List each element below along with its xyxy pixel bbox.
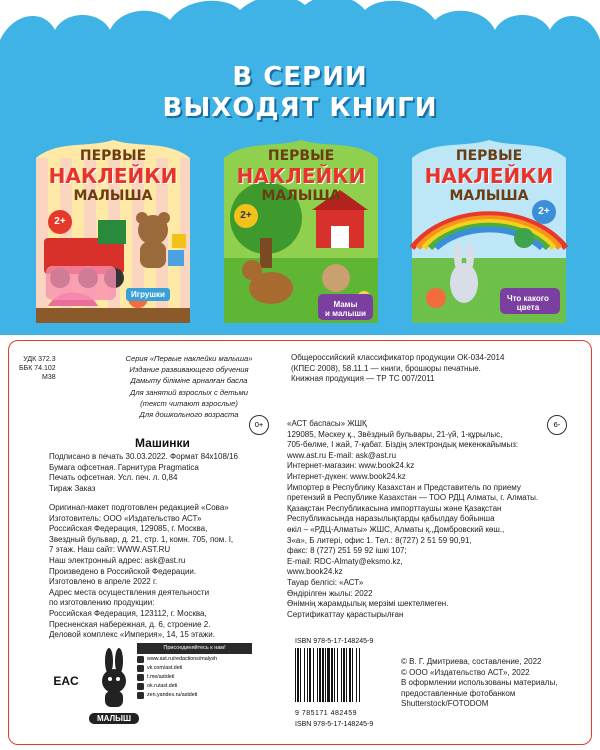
- kazakh-line: www.ast.ru E-mail: ask@ast.ru: [287, 450, 397, 460]
- isbn-barcode: [291, 637, 391, 729]
- book-title-line1: ПЕРВЫЕ: [79, 148, 147, 164]
- print-info-block: [49, 452, 238, 494]
- book-title-line2: НАКЛЕЙКИ: [424, 164, 554, 188]
- copyright-line: © ООО «Издательство АСТ», 2022: [401, 667, 530, 677]
- barcode-bars: [291, 646, 391, 704]
- kazakh-line: Республикасында наразылықтарды қабылдау бойынша: [287, 514, 495, 524]
- social-header: Присоединяйтесь к нам!: [137, 643, 252, 654]
- publisher-line: Адрес места осуществления деятельности: [49, 587, 210, 597]
- series-info-line: Для занятий взрослых с детьми: [130, 387, 248, 397]
- book-cover-toys[interactable]: [28, 138, 198, 328]
- kazakh-line: «АСТ баспасы» ЖШҚ: [287, 419, 367, 428]
- kazakh-line: Қазақстан Республикасына импорттаушы және Қазақстан: [287, 503, 502, 513]
- kazakh-line: Интернет-магазин: www.book24.kz: [287, 461, 415, 471]
- barcode-bar: [346, 648, 347, 702]
- publisher-info-block: [49, 503, 233, 641]
- social-link[interactable]: zen.yandex.ru/astdeti: [147, 692, 198, 698]
- classifier-line: (КПЕС 2008), 58.11.1 — книги, брошюры печатные.: [291, 363, 481, 373]
- barcode-bar: [331, 648, 333, 702]
- book-topic-label: Игрушки: [126, 288, 170, 301]
- social-link[interactable]: www.ast.ru/redactions/malysh: [147, 656, 218, 662]
- isbn-digits: 9 785171 482459: [295, 710, 357, 717]
- kazakh-line: 705-бөлме, I жай, 7-қабат. Біздің электрондық мекенжайымыз:: [287, 440, 519, 450]
- barcode-bar: [352, 648, 353, 702]
- book-cover-colors[interactable]: [404, 138, 574, 328]
- publisher-line: Российская Федерация, 123112, г. Москва,: [49, 608, 207, 618]
- publisher-line: Оригинал-макет подготовлен редакцией «Сова»: [49, 503, 229, 512]
- barcode-bar: [341, 648, 342, 702]
- book-title-line2: НАКЛЕЙКИ: [236, 164, 366, 188]
- book-title-line1: ПЕРВЫЕ: [455, 148, 523, 164]
- book-title-line3: МАЛЫША: [449, 188, 529, 204]
- kazakh-line: өкіл – «РДЦ-Алматы» ЖШС, Алматы қ.,Домбровский көш.,: [287, 524, 505, 534]
- barcode-bar: [300, 648, 301, 702]
- kazakh-line: E-mail: RDC-Almaty@eksmo.kz,: [287, 556, 403, 566]
- kazakh-line: www.book24.kz: [287, 567, 343, 577]
- age-rating-six-badge: 6-: [547, 415, 567, 435]
- publisher-line: Звездный бульвар, д. 21, стр. 1, комн. 705, пом. I,: [49, 534, 234, 544]
- series-title: [0, 62, 600, 124]
- barcode-bar: [307, 648, 308, 702]
- barcode-bar: [322, 648, 324, 702]
- publisher-line: Произведено в Российской Федерации.: [49, 566, 197, 576]
- social-links-block: [137, 643, 252, 699]
- eac-logo-text: EAC: [53, 674, 79, 688]
- barcode-bar: [356, 648, 357, 702]
- copyright-line: Shutterstock/FOTODOM: [401, 699, 489, 709]
- telegram-icon: [137, 674, 144, 681]
- bunny-icon: [95, 647, 133, 711]
- barcode-bar: [349, 648, 351, 702]
- publisher-line: Изготовитель: ООО «Издательство АСТ»: [49, 513, 202, 523]
- book-title-line2: НАКЛЕЙКИ: [48, 164, 178, 188]
- barcode-bar: [319, 648, 321, 702]
- book-topic-label: [320, 298, 371, 320]
- series-info-line: Серия «Первые наклейки малыша»: [125, 354, 253, 363]
- social-link[interactable]: t.me/astdeti: [147, 674, 175, 680]
- series-banner: [0, 0, 600, 335]
- isbn-bottom: ISBN 978-5-17-148245-9: [295, 721, 374, 728]
- print-info-line: Печать офсетная. Усл. печ. л. 0,84: [49, 473, 178, 483]
- barcode-bar: [359, 648, 360, 702]
- book-title-line3: МАЛЫША: [73, 188, 153, 204]
- barcode-bar: [313, 648, 314, 702]
- kazakh-line: факс: 8 (727) 251 59 92 ішкі 107;: [287, 546, 407, 556]
- series-info-line: Для дошкольного возраста: [139, 410, 239, 420]
- series-title-line2: ВЫХОДЯТ КНИГИ: [162, 93, 438, 123]
- kazakh-line: Сертификаттау қарастырылған: [287, 609, 404, 619]
- age-rating-zero-badge: 0+: [249, 415, 269, 435]
- book-title: Машинки: [135, 436, 190, 450]
- series-title-line1: В СЕРИИ: [232, 62, 368, 92]
- copyright-block: [401, 657, 557, 710]
- isbn-top: ISBN 978-5-17-148245-9: [295, 638, 374, 645]
- udk-line: УДК 372.3: [23, 356, 56, 363]
- social-link-row[interactable]: [137, 683, 252, 690]
- barcode-bar: [309, 648, 311, 702]
- publisher-line: Российская Федерация, 129085, г. Москва,: [49, 524, 208, 534]
- book-title-line3: МАЛЫША: [261, 188, 341, 204]
- social-link[interactable]: ok.ru/ast.deti: [147, 683, 178, 689]
- barcode-bar: [343, 648, 345, 702]
- barcode-bar: [325, 648, 326, 702]
- kazakh-line: Өндірілген жылы: 2022: [287, 588, 373, 598]
- vk-icon: [137, 665, 144, 672]
- barcode-bar: [337, 648, 338, 702]
- kazakh-line: Өнімнің жарамдылық мерзімі шектелмеген.: [287, 599, 449, 609]
- book-cover-moms[interactable]: [216, 138, 386, 328]
- copyright-line: © В. Г. Дмитриева, составление, 2022: [401, 657, 542, 666]
- kazakh-line: претензий в Республике Казахстан — ТОО РДЦ Алматы, г. Алматы.: [287, 493, 539, 503]
- social-link-row[interactable]: [137, 656, 252, 663]
- eac-logo: [53, 667, 79, 693]
- copyright-line: В оформлении использованы материалы,: [401, 678, 558, 688]
- publisher-line: по изготовлению продукции:: [49, 598, 155, 608]
- book-topic-line1: Мамы: [333, 300, 358, 309]
- book-topic-line2: цвета: [516, 303, 540, 312]
- copyright-line: предоставленные фотобанком: [401, 688, 516, 698]
- publisher-line: Наш электронный адрес: ask@ast.ru: [49, 555, 186, 565]
- book-age-badge: 2+: [532, 200, 556, 224]
- social-link-row[interactable]: [137, 674, 252, 681]
- book-title-line1: ПЕРВЫЕ: [267, 148, 335, 164]
- barcode-bar: [317, 648, 318, 702]
- malysh-logo: [95, 647, 133, 727]
- kazakh-info-block: [287, 419, 538, 620]
- classifier-line: Книжная продукция — ТР ТС 007/2011: [291, 374, 435, 384]
- imprint-panel: [8, 340, 592, 745]
- barcode-bar: [304, 648, 305, 702]
- series-info-line: Издание развивающего обучения: [129, 365, 249, 375]
- barcode-bar: [295, 648, 296, 702]
- series-info-line: (текст читают взрослые): [140, 398, 238, 408]
- kazakh-line: 3«а», Б литері, офис 1. Тел.: 8(727) 2 51 59 90,91,: [287, 535, 472, 545]
- ok-icon: [137, 683, 144, 690]
- kazakh-line: Интернет-дүкен: www.book24.kz: [287, 471, 406, 481]
- book-age-badge: 2+: [48, 210, 72, 234]
- classifier-line: Общероссийский классификатор продукции ОК-034-2014: [291, 353, 505, 362]
- book-topic-line1: Что какого: [507, 294, 549, 303]
- malysh-logo-text: МАЛЫШ: [89, 713, 139, 724]
- publisher-line: Деловой комплекс «Империя», 14, 15 этажи.: [49, 630, 215, 640]
- series-info-line: Дамыту біліміне арналған басла: [130, 376, 248, 386]
- social-link-row[interactable]: [137, 665, 252, 672]
- web-icon: [137, 656, 144, 663]
- print-info-line: Бумага офсетная. Гарнитура Pragmatica: [49, 462, 199, 472]
- kazakh-line: 129085, Мәскеу қ., Звёздный бульвары, 21-үй, 1-құрылыс,: [287, 429, 503, 439]
- book-topic-label: [502, 292, 554, 314]
- classifier-block: [291, 353, 504, 385]
- book-age-badge: 2+: [234, 204, 258, 228]
- print-info-line: Тираж Заказ: [49, 483, 96, 493]
- print-info-line: Подписано в печать 30.03.2022. Формат 84х108/16: [49, 452, 239, 461]
- publisher-line: Пресненская набережная, д. 6, строение 2.: [49, 619, 211, 629]
- barcode-bar: [297, 648, 299, 702]
- author-mark-line: М38: [42, 374, 56, 381]
- barcode-bar: [327, 648, 330, 702]
- publisher-line: 7 этаж. Наш сайт: WWW.AST.RU: [49, 545, 171, 555]
- zen-icon: [137, 692, 144, 699]
- kazakh-line: Тауар белгісі: «АСТ»: [287, 577, 364, 587]
- series-info-block: [89, 353, 289, 420]
- social-link-row[interactable]: [137, 692, 252, 699]
- book-topic-line2: и малыши: [325, 309, 366, 318]
- social-link[interactable]: vk.com/ast.deti: [147, 665, 183, 671]
- publisher-line: Изготовлено в апреле 2022 г.: [49, 577, 158, 587]
- bbk-line: ББК 74.102: [19, 365, 56, 372]
- udk-block: [19, 355, 56, 382]
- barcode-bar: [334, 648, 335, 702]
- kazakh-line: Импортер в Республику Казахстан и Представитель по приему: [287, 482, 521, 492]
